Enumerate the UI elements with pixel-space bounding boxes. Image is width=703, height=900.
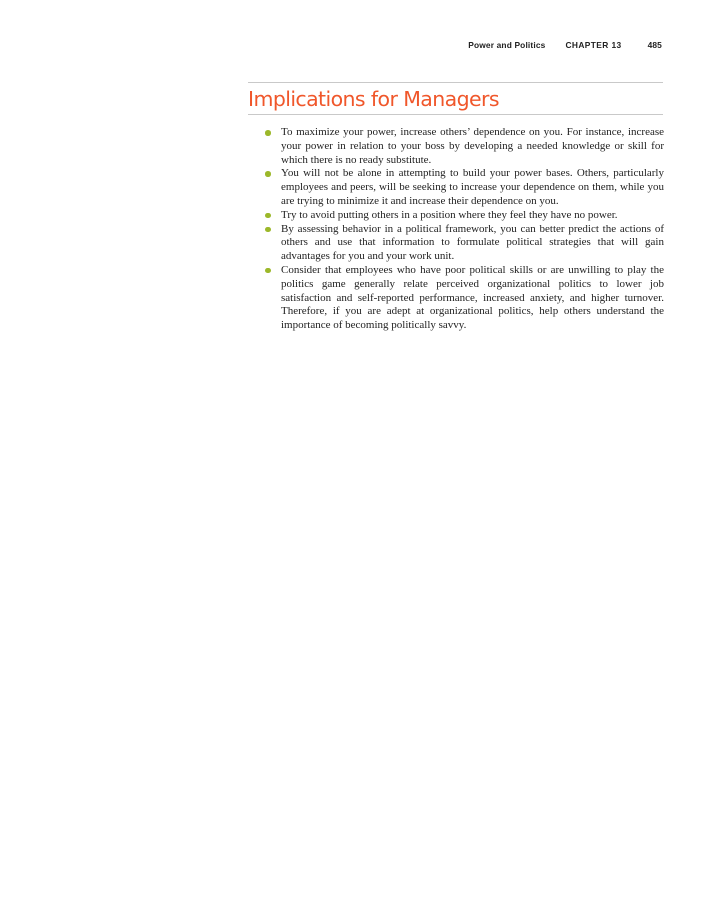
bullet-icon (265, 227, 271, 233)
page-number: 485 (647, 40, 662, 50)
list-item-text: By assessing behavior in a political framework, you can better predict the actions of others and use that information to formulate political strategies that will gain advantages for you and your work unit. (281, 222, 664, 263)
bullet-icon (265, 171, 271, 177)
title-rule-top (248, 82, 663, 83)
running-header-chapter: CHAPTER 13 (565, 40, 622, 50)
list-item (262, 167, 664, 208)
list-item-text: Consider that employees who have poor political skills or are unwilling to play the politics game generally relate perceived organizational politics to lower job satisfaction and self-reported performance, increased anxiety, and higher turnover. Therefore, if you are adept at organizational politics, help others understand the importance of becoming politically savvy. (281, 263, 664, 332)
list-item (262, 223, 664, 264)
list-item (262, 209, 664, 223)
list-item-text: To maximize your power, increase others’ dependence on you. For instance, increase your power in relation to your boss by developing a needed knowledge or skill for which there is no ready substitute. (281, 126, 664, 166)
running-header (468, 40, 662, 50)
implications-list (262, 126, 664, 333)
list-item-text: You will not be alone in attempting to build your power bases. Others, particularly employees and peers, will be seeking to increase your dependence on them, while you are trying to minimize it and increase their dependence on you. (281, 167, 664, 207)
list-item-text: Try to avoid putting others in a position where they feel they have no power. (281, 208, 618, 221)
bullet-icon (265, 213, 271, 219)
title-rule-bottom (248, 114, 663, 115)
running-header-section: Power and Politics (468, 40, 546, 50)
list-item (262, 264, 664, 333)
section-title: Implications for Managers (248, 87, 499, 111)
list-item (262, 126, 664, 167)
bullet-icon (265, 130, 271, 136)
bullet-icon (265, 268, 271, 274)
